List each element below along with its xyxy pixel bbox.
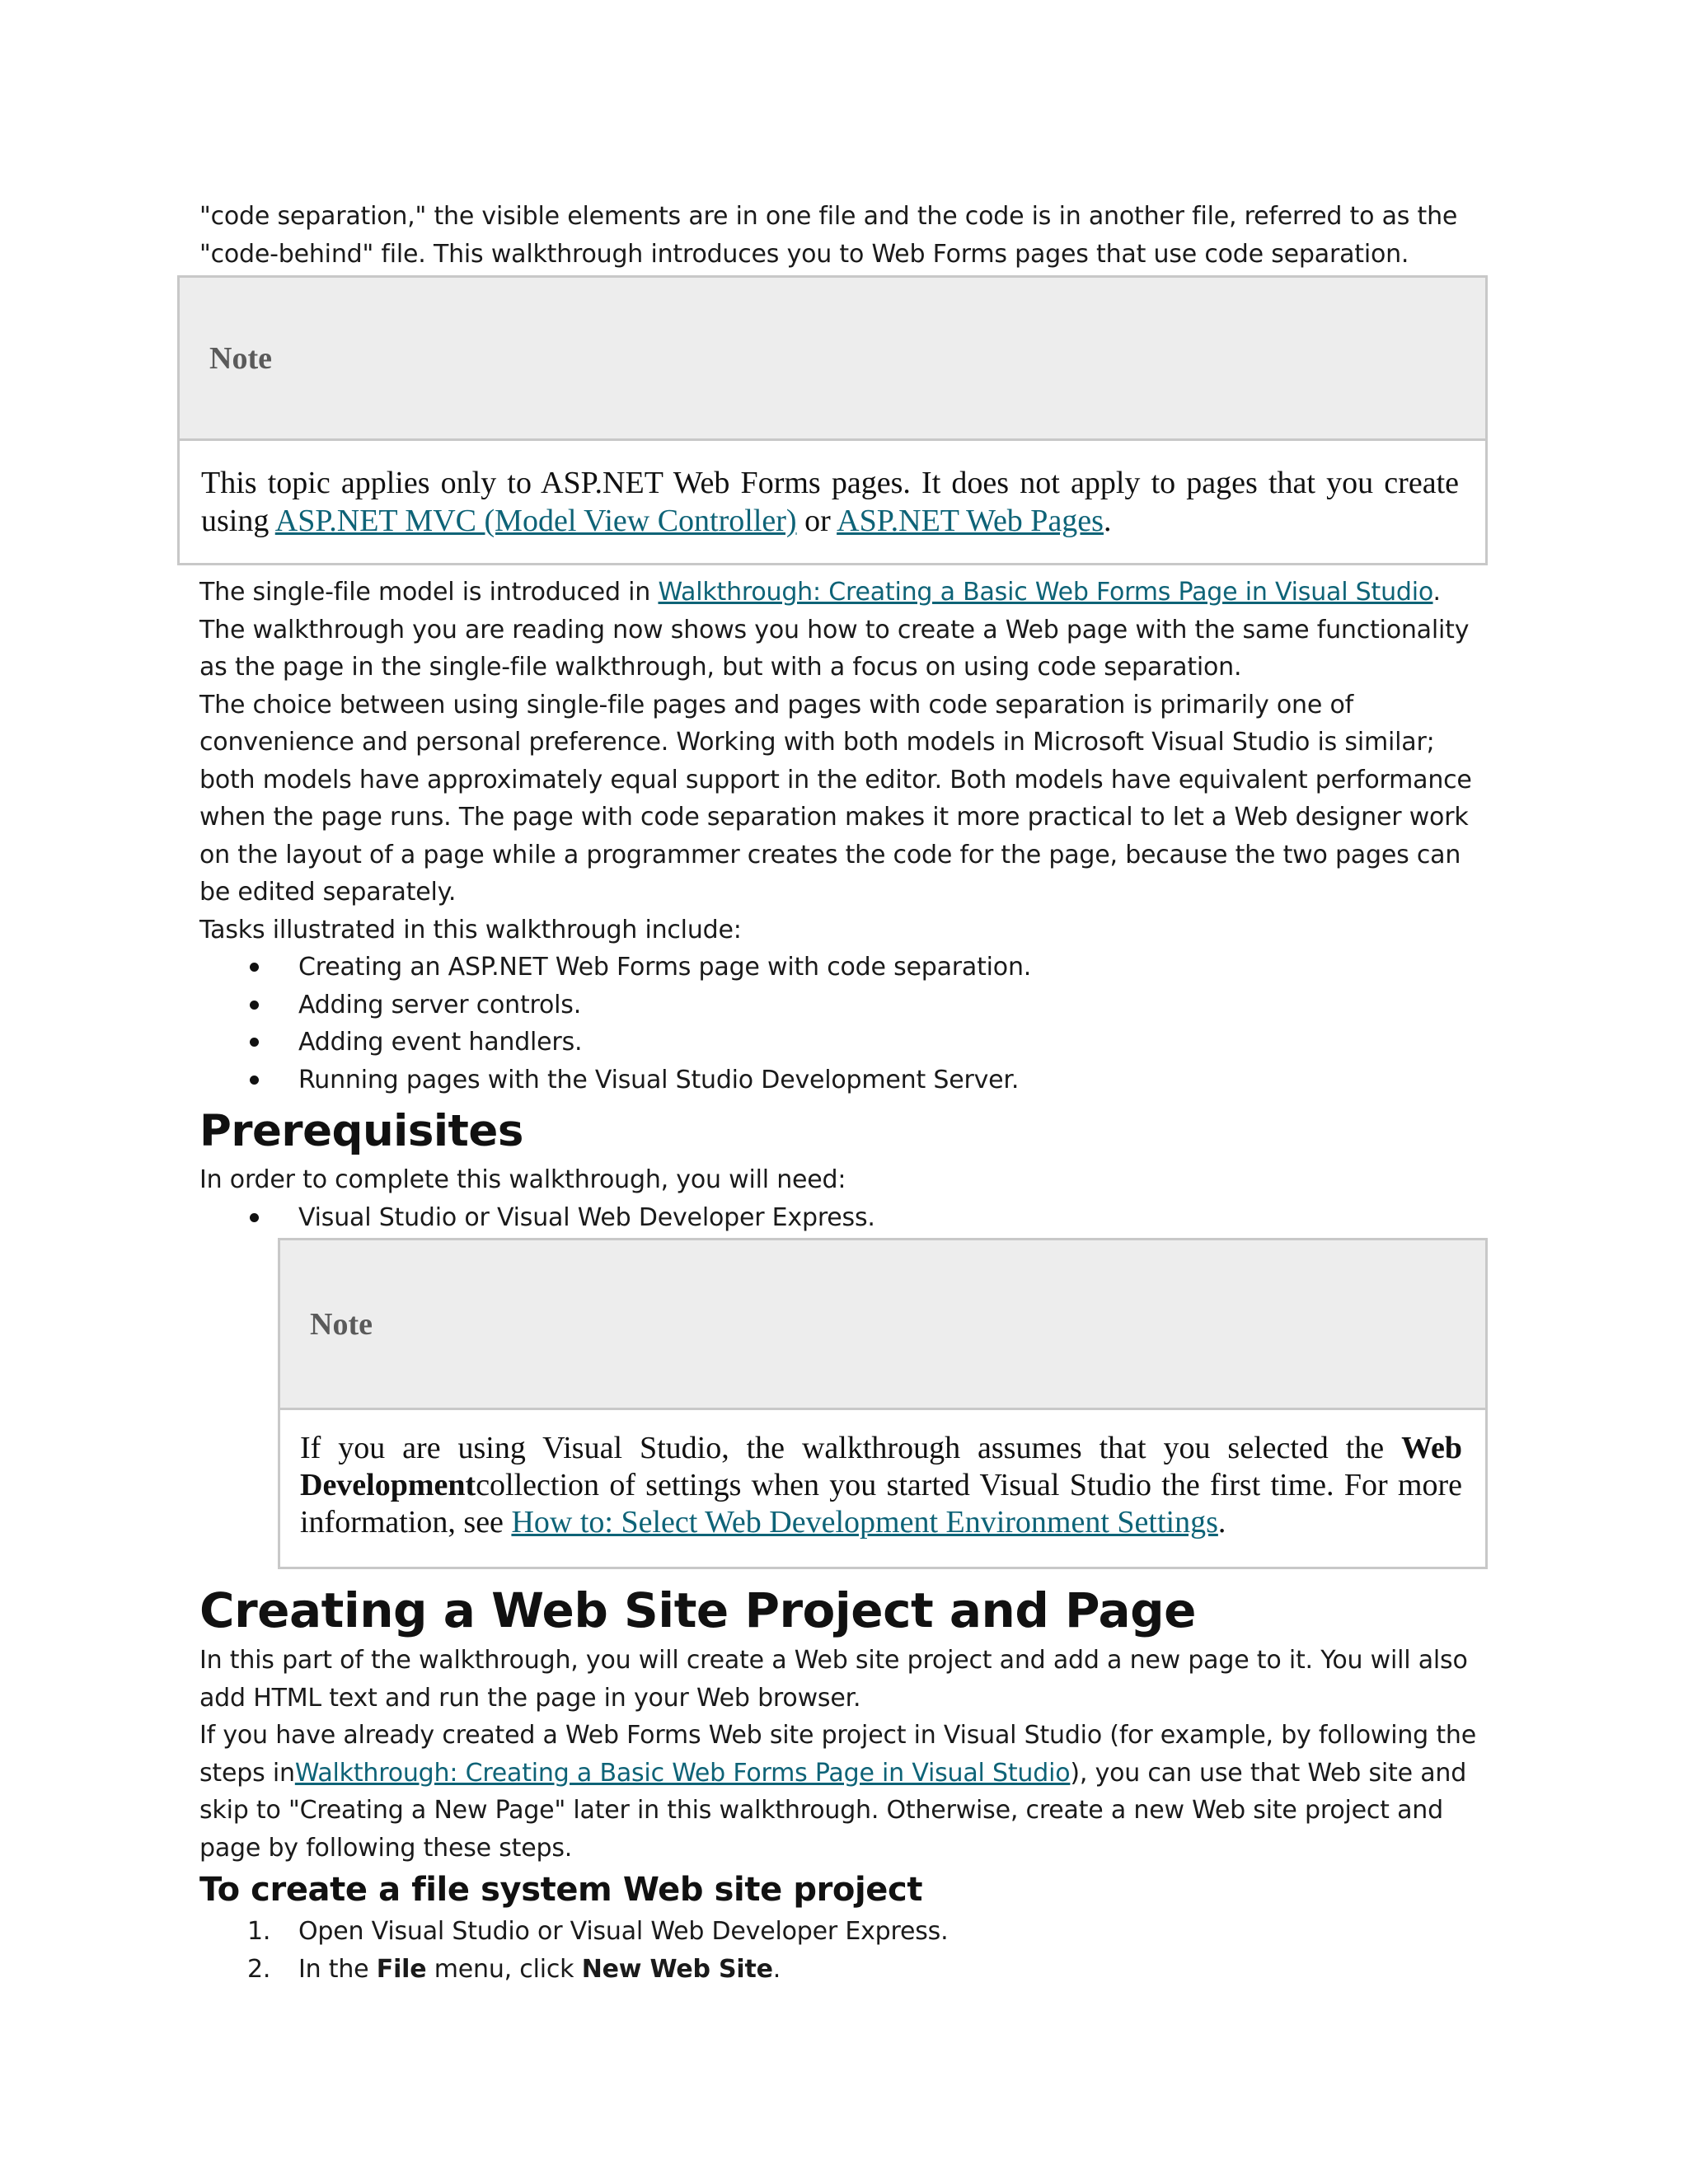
procedure-heading: To create a file system Web site project [199, 1871, 923, 1909]
step-text: In the [298, 1954, 377, 1984]
new-web-site-term: New Web Site [581, 1954, 773, 1984]
section-paragraph-2 [199, 1717, 1489, 1867]
web-pages-link[interactable]: ASP.NET Web Pages [837, 504, 1104, 538]
tasks-list [199, 949, 1489, 1099]
para-text: If you have already created a Web Forms Web site project in Visual Studio (for example, by following the steps in [199, 1721, 1476, 1788]
walkthrough-link[interactable]: Walkthrough: Creating a Basic Web Forms Page in Visual Studio [658, 578, 1433, 607]
document-page [199, 198, 1489, 1988]
list-item: Visual Studio or Visual Web Developer Express. [199, 1199, 1489, 1237]
para-text: ), you can use that Web site and skip to "Creating a New Page" later in this walkthrough. Otherwise, create a new Web site project and page by following these steps. [199, 1758, 1467, 1863]
note-heading-2 [280, 1240, 1485, 1410]
procedure-steps [199, 1913, 1489, 1988]
step-item [199, 1913, 1489, 1951]
note-body-2 [280, 1410, 1485, 1558]
section-paragraph-1: In this part of the walkthrough, you will create a Web site project and add a new page to it. You will also add HTML text and run the page in your Web browser. [199, 1646, 1468, 1713]
walkthrough-link-2[interactable]: Walkthrough: Creating a Basic Web Forms Page in Visual Studio [294, 1758, 1071, 1788]
note-box-2 [278, 1238, 1488, 1569]
prerequisites-intro: In order to complete this walkthrough, you will need: [199, 1165, 846, 1194]
note-body-1 [180, 441, 1485, 556]
intro-line-2: "code-behind" file. This walkthrough introduces you to Web Forms pages that use code separation. [199, 239, 1409, 269]
note-text: . [1103, 504, 1112, 538]
list-item: Adding event handlers. [199, 1024, 1489, 1062]
section-heading: Creating a Web Site Project and Page [199, 1582, 1197, 1638]
prerequisites-heading: Prerequisites [199, 1106, 523, 1156]
single-file-paragraph [199, 574, 1489, 687]
intro-line-1: "code separation," the visible elements are in one file and the code is in another file, referred to as the [199, 202, 1458, 231]
step-number: 2. [247, 1954, 271, 1984]
para-text: The single-file model is introduced in [199, 578, 659, 607]
note-text: If you are using Visual Studio, the walkthrough assumes that you selected the [300, 1431, 1402, 1465]
list-item: Running pages with the Visual Studio Development Server. [199, 1062, 1489, 1099]
prerequisites-list [199, 1199, 1489, 1237]
choice-paragraph: The choice between using single-file pages and pages with code separation is primarily one of convenience and personal preference. Working with both models in Microsoft Visual Studio is similar; both models have approximately equal support in the editor. Both models have equivalent performance when the page runs. The page with code separation makes it more practical to let a Web designer work on the layout of a page while a programmer creates the code for the page, because the two pages can be edited separately. [199, 690, 1472, 907]
step-text: . [772, 1954, 781, 1984]
tasks-intro: Tasks illustrated in this walkthrough include: [199, 915, 742, 944]
note-label: Note [310, 1306, 373, 1342]
step-number: 1. [247, 1917, 271, 1946]
note-bold-term: Web Development [300, 1431, 1462, 1502]
note-box-1 [177, 275, 1488, 565]
step-text: menu, click [426, 1954, 582, 1984]
list-item: Adding server controls. [199, 987, 1489, 1024]
note-text: This topic applies only to ASP.NET Web Forms pages. It does not apply to pages that you create using [201, 466, 1459, 538]
file-menu-term: File [376, 1954, 427, 1984]
note-heading-1 [180, 278, 1485, 441]
para-text: . The walkthrough you are reading now shows you how to create a Web page with the same functionality as the page in the single-file walkthrough, but with a focus on using code separation. [199, 578, 1470, 682]
intro-paragraph [199, 198, 1489, 273]
note-text: or [796, 504, 837, 538]
note-text: . [1217, 1505, 1226, 1540]
list-item: Creating an ASP.NET Web Forms page with code separation. [199, 949, 1489, 987]
mvc-link[interactable]: ASP.NET MVC (Model View Controller) [274, 504, 797, 538]
settings-link[interactable]: How to: Select Web Development Environment Settings [511, 1505, 1218, 1540]
step-text: Open Visual Studio or Visual Web Developer Express. [298, 1917, 949, 1946]
note-label: Note [209, 340, 272, 376]
step-item [199, 1951, 1489, 1989]
note-text: collection of settings when you started Visual Studio the first time. For more information, see [300, 1468, 1462, 1540]
